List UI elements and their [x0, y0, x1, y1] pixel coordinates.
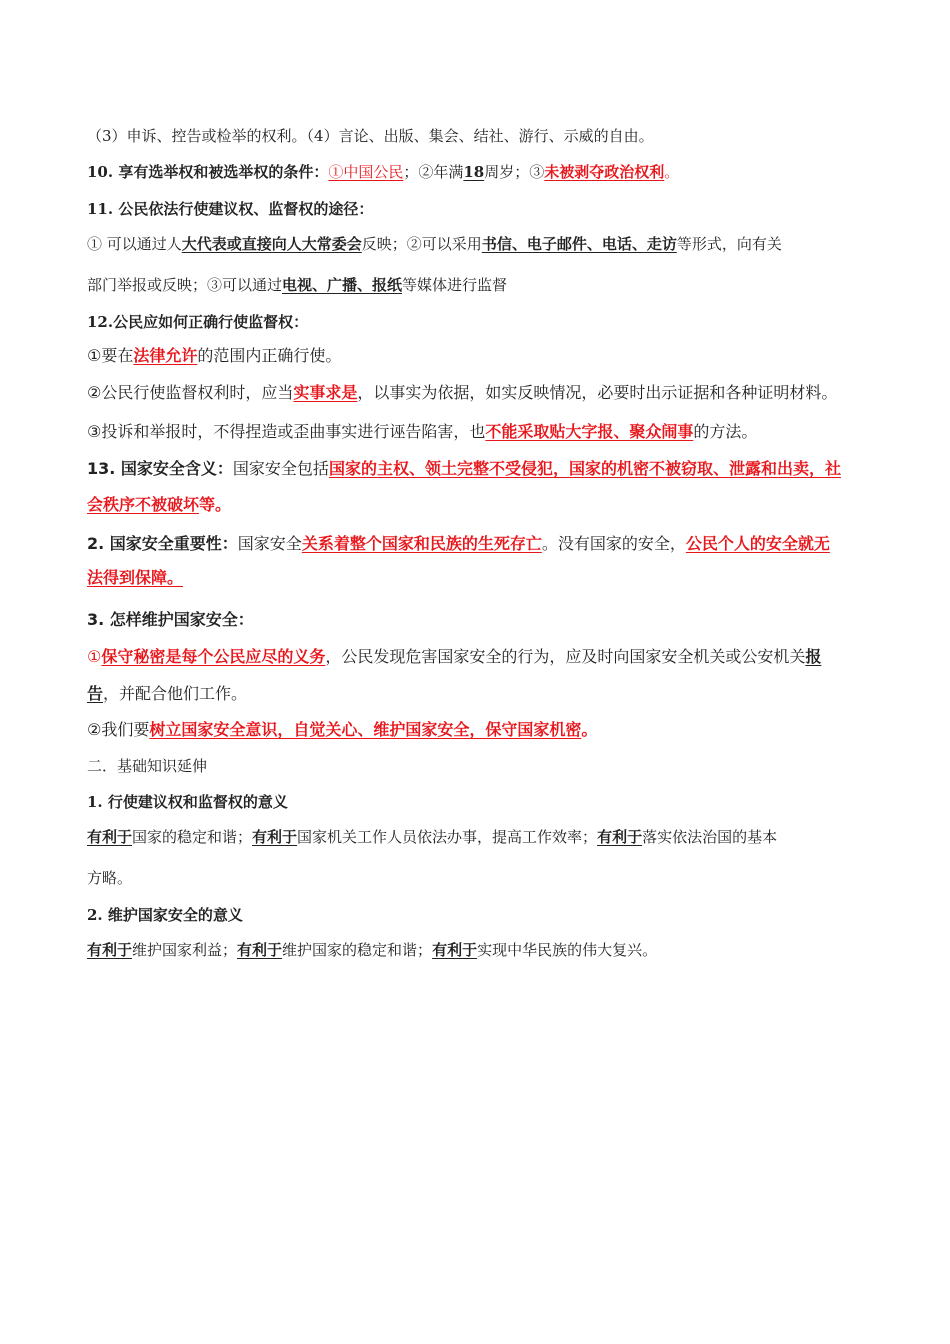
- paragraph-rights-3-4: [87, 125, 880, 147]
- underlined-term: 有利于: [87, 941, 133, 959]
- text: ③投诉和举报时，不得捏造或歪曲事实进行诬告陷害，也: [87, 422, 486, 441]
- text: （3）申诉、控告或检举的权利。（4）言论、出版、集会、结社、游行、示威的自由。: [87, 127, 654, 145]
- importance-line-1: [87, 533, 880, 555]
- text: 部门举报或反映；③可以通过: [87, 276, 283, 294]
- item-10-election-rights: [87, 161, 880, 183]
- text: 落实依法治国的基本: [642, 828, 778, 846]
- item-12-point-1: [87, 345, 880, 367]
- text: ，公民发现危害国家安全的行为，应及时向国家安全机关或公安机关: [325, 647, 806, 666]
- heading: 10. 享有选举权和被选举权的条件：: [87, 163, 329, 181]
- protect-heading: [87, 609, 880, 631]
- text: ，并配合他们工作。: [103, 684, 248, 703]
- item-11-line-2: [87, 274, 880, 296]
- section-two-heading: [87, 755, 880, 777]
- key-term: 法律允许: [133, 346, 198, 365]
- extension-1-heading: [87, 791, 880, 813]
- protect-point-1-line-1: [87, 646, 880, 668]
- underlined-term: 有利于: [237, 941, 283, 959]
- heading: 1. 行使建议权和监督权的意义: [87, 793, 288, 811]
- key-term: 会秩序不被破坏: [87, 495, 200, 514]
- text: 维护国家的稳定和谐；: [282, 941, 433, 959]
- underlined-term: 书信、电子邮件、电话、走访: [481, 235, 677, 253]
- extension-1-line-1: [87, 826, 880, 848]
- text: ；②年满: [403, 163, 464, 181]
- underlined-term: 大代表或直接向人大常委会: [181, 235, 362, 253]
- punct: 。: [664, 163, 680, 181]
- text: 的范围内正确行使。: [197, 346, 342, 365]
- protect-point-1-line-2: [87, 683, 880, 705]
- item-12-point-2: [87, 382, 880, 404]
- heading: 2. 维护国家安全的意义: [87, 906, 243, 924]
- extension-2-heading: [87, 904, 880, 926]
- key-term: 公民个人的安全就无: [685, 534, 830, 553]
- text: 周岁；③: [484, 163, 545, 181]
- text: 国家机关工作人员依法办事，提高工作效率；: [297, 828, 598, 846]
- age-18: 18: [463, 163, 485, 181]
- text: 。没有国家的安全，: [541, 534, 686, 553]
- text: 等媒体进行监督: [402, 276, 508, 294]
- key-term: 法得到保障。: [87, 568, 184, 587]
- text: ①要在: [87, 346, 134, 365]
- extension-1-line-2: [87, 867, 880, 889]
- condition-citizen: ①中国公民: [328, 163, 404, 181]
- text: ① 可以通过人: [87, 235, 182, 253]
- text: 国家安全包括: [232, 459, 329, 478]
- heading: 3. 怎样维护国家安全：: [87, 610, 254, 629]
- underlined-term: 报: [805, 647, 822, 666]
- key-term: 关系着整个国家和民族的生死存亡: [301, 534, 542, 553]
- punct: 。: [581, 720, 598, 739]
- text: 维护国家利益；: [132, 941, 238, 959]
- key-term: 国家的主权、领土完整不受侵犯，国家的机密不被窃取、泄露和出卖，社: [328, 459, 841, 478]
- text: 反映；②可以采用: [361, 235, 482, 253]
- text: ，以事实为依据，如实反映情况，必要时出示证据和各种证明材料。: [357, 383, 838, 402]
- marker: ①: [87, 647, 102, 666]
- item-12-heading: [87, 311, 880, 333]
- underlined-term: 有利于: [432, 941, 478, 959]
- item-13-line-2: [87, 494, 880, 516]
- key-term: 实事求是: [293, 383, 358, 402]
- text: ②我们要: [87, 720, 150, 739]
- text: 等形式，向有关: [676, 235, 782, 253]
- text: 的方法。: [693, 422, 758, 441]
- underlined-term: 有利于: [252, 828, 298, 846]
- item-11-heading: [87, 198, 880, 220]
- underlined-term: 有利于: [597, 828, 643, 846]
- heading: 11. 公民依法行使建议权、监督权的途径：: [87, 200, 374, 218]
- text: ②公民行使监督权利时，应当: [87, 383, 294, 402]
- underlined-term: 电视、广播、报纸: [282, 276, 403, 294]
- underlined-term: 告: [87, 684, 104, 703]
- text: 国家安全: [237, 534, 302, 553]
- extension-2-line-1: [87, 939, 880, 961]
- text: 二．基础知识延伸: [87, 757, 208, 775]
- condition-political-rights: 未被剥夺政治权利: [544, 163, 665, 181]
- text: 实现中华民族的伟大复兴。: [477, 941, 658, 959]
- text: 方略。: [87, 869, 133, 887]
- key-term: 保守秘密是每个公民应尽的义务: [101, 647, 326, 666]
- key-term: 等。: [199, 495, 232, 514]
- item-12-point-3: [87, 421, 880, 443]
- importance-line-2: [87, 567, 880, 589]
- heading: 13. 国家安全含义：: [87, 459, 233, 478]
- key-term: 不能采取贴大字报、聚众闹事: [485, 422, 694, 441]
- text: 国家的稳定和谐；: [132, 828, 253, 846]
- heading: 12.公民应如何正确行使监督权：: [87, 313, 309, 331]
- heading: 2. 国家安全重要性：: [87, 534, 238, 553]
- protect-point-2: [87, 719, 880, 741]
- underlined-term: 有利于: [87, 828, 133, 846]
- key-term: 树立国家安全意识，自觉关心、维护国家安全，保守国家机密: [149, 720, 582, 739]
- item-13-line-1: [87, 458, 880, 480]
- item-11-line-1: [87, 233, 880, 255]
